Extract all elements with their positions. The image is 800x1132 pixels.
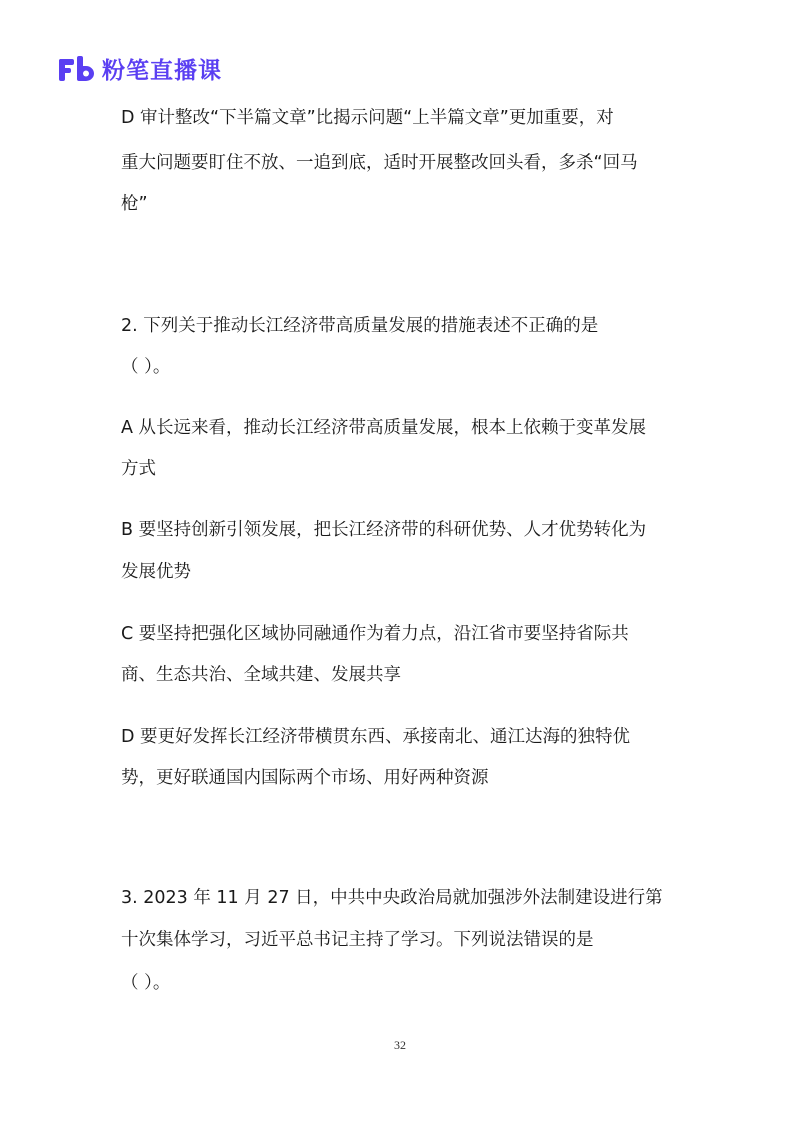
q2-option-d-line1: D 要更好发挥长江经济带横贯东西、承接南北、通江达海的独特优 — [121, 727, 631, 747]
prev-option-d-line3: 枪” — [121, 194, 148, 214]
q2-stem-line2: （ ）。 — [121, 357, 171, 377]
q2-option-d-line2: 势，更好联通国内国际两个市场、用好两种资源 — [121, 768, 489, 788]
q2-option-b-line1: B 要坚持创新引领发展，把长江经济带的科研优势、人才优势转化为 — [121, 520, 647, 540]
q3-stem-line2: 十次集体学习，习近平总书记主持了学习。下列说法错误的是 — [121, 930, 594, 950]
q2-option-c-line1: C 要坚持把强化区域协同融通作为着力点，沿江省市要坚持省际共 — [121, 624, 629, 644]
prev-option-d-line2: 重大问题要盯住不放、一追到底，适时开展整改回头看，多杀“回马 — [121, 153, 638, 173]
q2-option-a-line1: A 从长远来看，推动长江经济带高质量发展，根本上依赖于变革发展 — [121, 418, 647, 438]
fb-logo-icon — [58, 56, 96, 82]
page-number: 32 — [394, 1038, 406, 1052]
q2-option-a-line2: 方式 — [121, 459, 156, 479]
logo-text: 粉笔直播课 — [102, 58, 222, 84]
brand-logo — [58, 52, 222, 85]
q2-option-b-line2: 发展优势 — [121, 562, 191, 582]
q3-stem-line3: （ ）。 — [121, 973, 171, 993]
q2-option-c-line2: 商、生态共治、全域共建、发展共享 — [121, 665, 401, 685]
prev-option-d-line1: D 审计整改“下半篇文章”比揭示问题“上半篇文章”更加重要，对 — [121, 108, 614, 128]
q3-stem-line1: 3. 2023 年 11 月 27 日，中共中央政治局就加强涉外法制建设进行第 — [121, 888, 663, 908]
q2-stem-line1: 2. 下列关于推动长江经济带高质量发展的措施表述不正确的是 — [121, 316, 599, 336]
